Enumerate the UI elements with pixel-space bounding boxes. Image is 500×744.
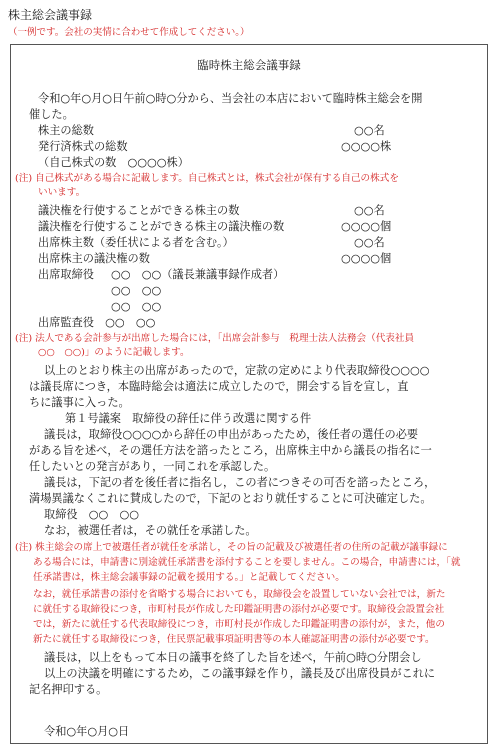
para3-line-1: 議長は，下記の者を後任者に指名し，この者につきその可否を諮ったところ， — [44, 476, 436, 489]
note-treasury-line-2: いいます。 — [38, 187, 86, 198]
voting-holders-value: ○○名 — [354, 204, 385, 217]
note-acceptance-line-5: に就任する取締役につき，市町村長が作成した印鑑証明書の添付が必要です。取締役会設置会社 — [33, 604, 445, 615]
note-acceptance-line-2: ある場合には，申請書に別途就任承諾書を添付することを要しません。この場合，申請書には，「就 — [33, 557, 461, 568]
para1-line-2: は議長席につき，本臨時総会は適法に成立したので，開会する旨を宣し，直 — [29, 380, 409, 393]
voting-holders-label: 議決権を行使することができる株主の数 — [38, 204, 240, 217]
voting-rights-value: ○○○○個 — [341, 220, 392, 233]
acceptance-line: なお，被選任者は，その就任を承諾した。 — [44, 524, 257, 537]
issued-shares-value: ○○○○株 — [341, 140, 392, 153]
director-1: ○○ ○○（議長兼議事録作成者） — [111, 268, 285, 281]
minutes-document — [10, 44, 488, 744]
para2-line-2: がある旨を述べ，その選任方法を諮ったところ，出席株主中から議長の指名に一 — [29, 444, 432, 457]
note-treasury-line-1: (注) 自己株式がある場合に記載します。自己株式とは，株式会社が保有する自己の株式を — [15, 173, 399, 184]
para1-line-1: 以上のとおり株主の出席があったので，定款の定めにより代表取締役○○○○ — [44, 364, 430, 377]
elected-director: 取締役 ○○ ○○ — [44, 508, 139, 521]
director-2: ○○ ○○ — [111, 284, 162, 297]
shareholders-label: 株主の総数 — [38, 124, 94, 137]
page-title: 株主総会議事録 — [8, 8, 93, 22]
intro-line-2: 催した。 — [29, 108, 74, 121]
document-date: 令和○年○月○日 — [44, 725, 130, 738]
document-title: 臨時株主総会議事録 — [197, 58, 301, 72]
issued-shares-label: 発行済株式の総数 — [38, 140, 128, 153]
attending-rights-value: ○○○○個 — [341, 252, 392, 265]
note-accounting-line-2: ○○ ○○)」のように記載します。 — [38, 347, 190, 358]
closing-line: 議長は，以上をもって本日の議事を終了した旨を述べ，午前○時○分閉会し — [44, 651, 422, 664]
signature-line-1: 以上の決議を明確にするため，この議事録を作り，議長及び出席役員がこれに — [44, 667, 436, 680]
director-3: ○○ ○○ — [111, 300, 162, 313]
directors-label: 出席取締役 — [38, 268, 94, 281]
para2-line-3: 任したいとの発言があり，一同これを承認した。 — [29, 460, 276, 473]
attending-rights-label: 出席株主の議決権の数 — [38, 252, 150, 265]
para3-line-2: 満場異議なくこれに賛成したので，下記のとおり就任することに可決確定した。 — [29, 492, 432, 505]
voting-rights-label: 議決権を行使することができる株主の議決権の数 — [38, 220, 285, 233]
note-acceptance-line-6: では，新たに就任する代表取締役につき，市町村長が作成した印鑑証明書の添付が，また，他の — [33, 619, 445, 630]
note-acceptance-line-3: 任承諾書は，株主総会議事録の記載を援用する。」と記載してください。 — [33, 572, 345, 583]
note-acceptance-line-7: 新たに就任する取締役につき，住民票記載事項証明書等の本人確認証明書の添付が必要です。 — [33, 634, 435, 645]
signature-line-2: 記名押印する。 — [29, 683, 108, 696]
shareholders-value: ○○名 — [354, 124, 385, 137]
note-acceptance-line-4: なお，就任承諾書の添付を省略する場合においても，取締役会を設置していない会社では，新た — [33, 589, 446, 600]
treasury-shares: （自己株式の数 ○○○○株） — [38, 156, 189, 169]
note-acceptance-line-1: (注) 株主総会の席上で被選任者が就任を承諾し，その旨の記載及び被選任者の住所の記載が議事録に — [15, 542, 448, 553]
attending-value: ○○名 — [354, 236, 385, 249]
note-accounting-line-1: (注) 法人である会計参与が出席した場合には，「出席会計参与 税理士法人法務会（代表社員 — [15, 333, 415, 344]
template-note: （一例です。会社の実情に合わせて作成してください。） — [8, 27, 250, 38]
para2-line-1: 議長は，取締役○○○○から辞任の申出があったため，後任者の選任の必要 — [44, 428, 419, 441]
attending-label: 出席株主数（委任状による者を含む。） — [38, 236, 234, 249]
agenda-heading: 第１号議案 取締役の辞任に伴う改選に関する件 — [65, 412, 312, 425]
para1-line-3: ちに議事に入った。 — [29, 396, 130, 409]
auditor-line: 出席監査役 ○○ ○○ — [38, 316, 156, 329]
intro-line-1: 令和○年○月○日午前○時○分から、当会社の本店において臨時株主総会を開 — [38, 92, 423, 105]
